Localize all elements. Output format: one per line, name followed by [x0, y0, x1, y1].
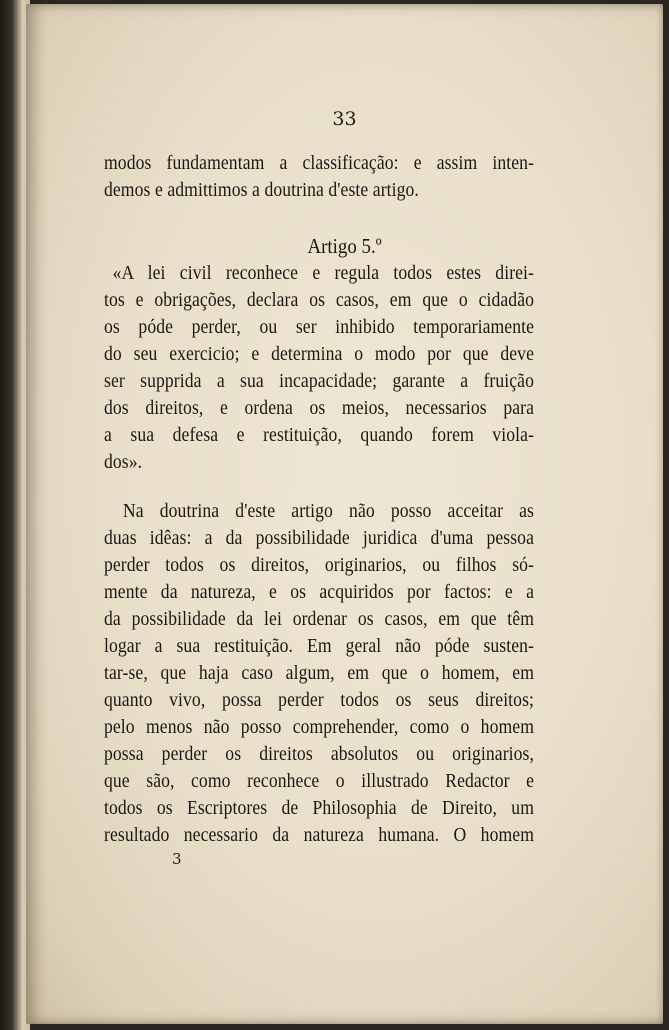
text-line: a sua defesa e restituição, quando forem viola- — [104, 424, 534, 446]
text-line: duas idêas: a da possibilidade juridica d'uma pessoa — [104, 527, 534, 549]
text-line: resultado necessario da natureza humana. O homem — [104, 824, 534, 846]
text-line: mente da natureza, e os acquiridos por factos: e a — [104, 581, 534, 603]
text-line: dos». — [104, 451, 143, 473]
text-line: quanto vivo, possa perder todos os seus direitos; — [104, 689, 534, 711]
text-line: demos e admittimos a doutrina d'este artigo. — [104, 179, 419, 201]
text-line: ser supprida a sua incapacidade; garante a fruição — [104, 370, 534, 392]
page-sheet — [26, 4, 663, 1024]
text-line: Na doutrina d'este artigo não posso acceitar as — [122, 500, 535, 522]
continued-paragraph — [104, 150, 534, 204]
text-line: perder todos os direitos, originarios, ou filhos só- — [104, 554, 534, 576]
text-line: que são, como reconhece o illustrado Redactor e — [104, 770, 534, 792]
text-line: «A lei civil reconhece e regula todos estes direi- — [112, 262, 534, 284]
article-heading: Artigo 5.º — [307, 234, 382, 258]
text-line: os póde perder, ou ser inhibido temporariamente — [104, 316, 534, 338]
article-quote — [104, 260, 534, 476]
text-line: dos direitos, e ordena os meios, necessarios para — [104, 397, 534, 419]
page-number: 33 — [332, 108, 357, 130]
text-line: da possibilidade da lei ordenar os casos, em que têm — [104, 608, 534, 630]
text-line: possa perder os direitos absolutos ou originarios, — [104, 743, 534, 765]
text-line: todos os Escriptores de Philosophia de Direito, um — [104, 797, 534, 819]
text-line: modos fundamentam a classificação: e assim inten- — [104, 152, 534, 174]
printer-signature-mark: 3 — [172, 850, 182, 868]
text-line: tar-se, que haja caso algum, em que o homem, em — [104, 662, 534, 684]
text-line: tos e obrigações, declara os casos, em que o cidadão — [104, 289, 534, 311]
commentary-paragraph — [104, 498, 534, 849]
text-line: logar a sua restituição. Em geral não póde susten- — [104, 635, 534, 657]
text-line: pelo menos não posso comprehender, como o homem — [104, 716, 534, 738]
text-line: do seu exercicio; e determina o modo por que deve — [104, 343, 534, 365]
